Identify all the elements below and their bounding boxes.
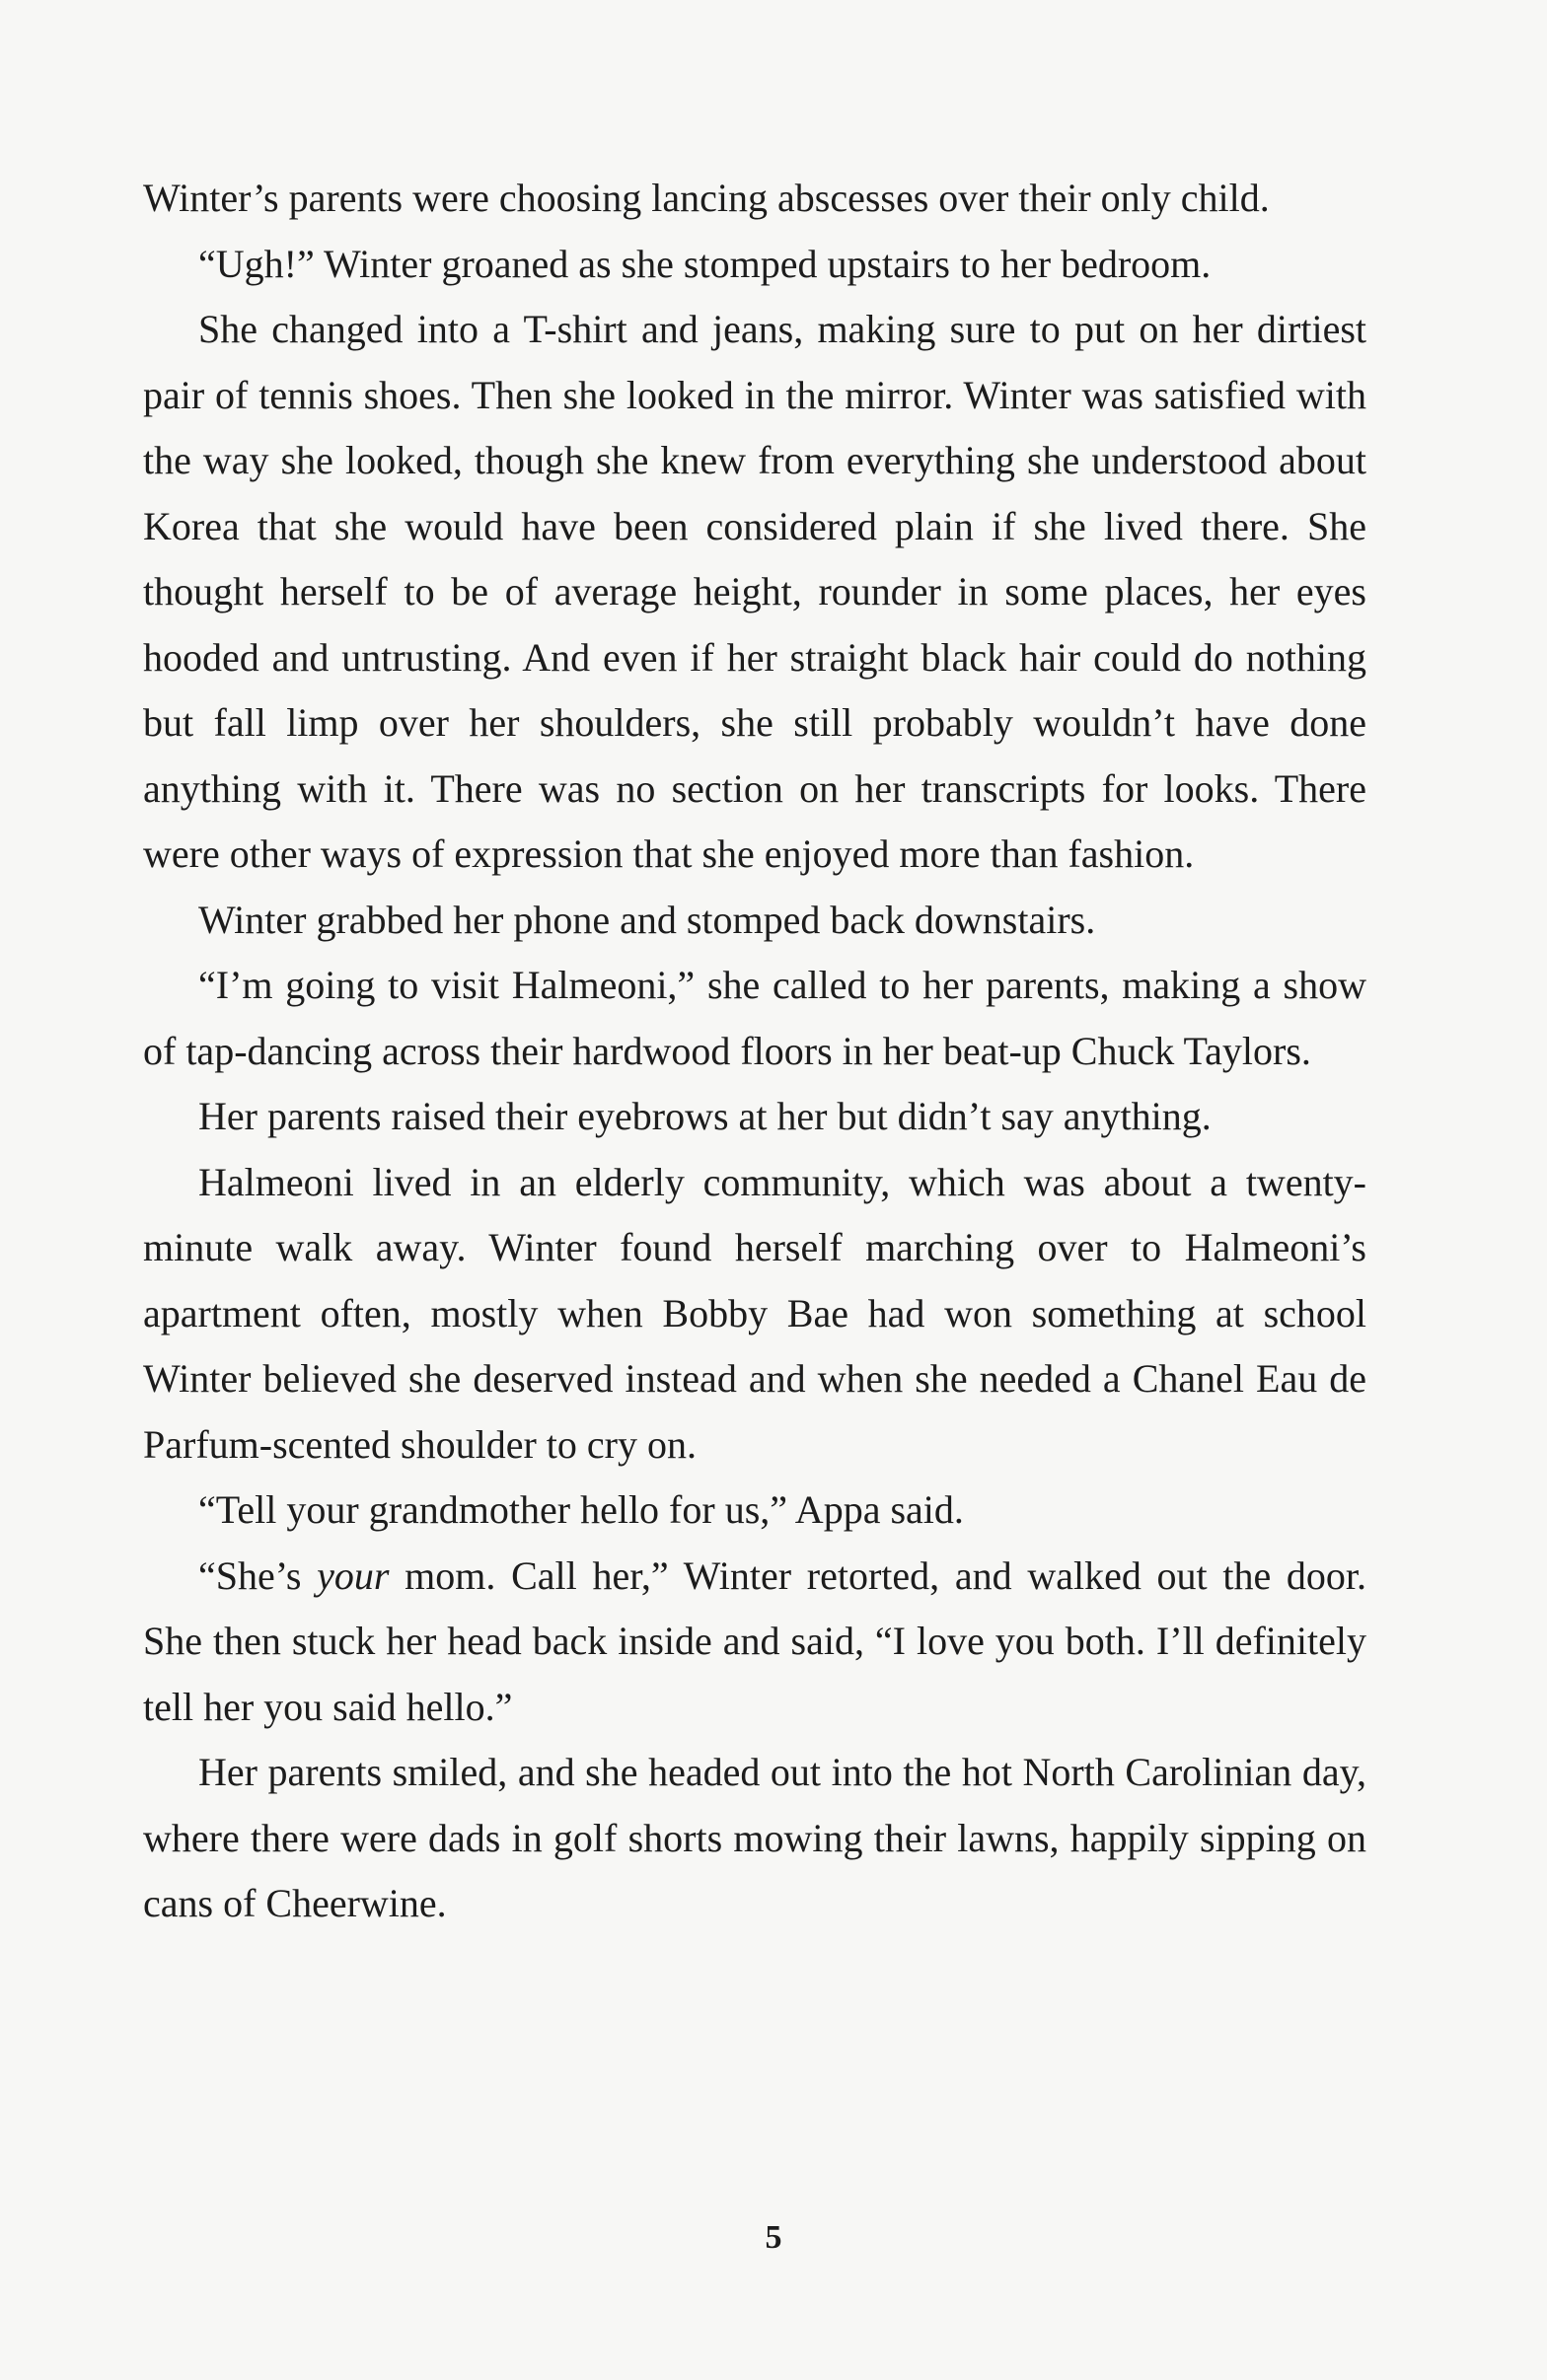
- page-text: [143, 166, 1366, 1937]
- paragraph-10: Her parents smiled, and she headed out into the hot North Carolinian day, where there were dads in golf shorts mowing their lawns, happily sipping on cans of Cheerwine.: [143, 1750, 1366, 1925]
- paragraph-5: “I’m going to visit Halmeoni,” she called to her parents, making a show of tap-dancing across their hardwood floors in her beat-up Chuck Taylors.: [143, 963, 1366, 1073]
- paragraph-6: Her parents raised their eyebrows at her but didn’t say anything.: [198, 1094, 1212, 1138]
- page-number: 5: [765, 2219, 782, 2256]
- paragraph-1: Winter’s parents were choosing lancing abscesses over their only child.: [143, 176, 1270, 220]
- paragraph-9-start: “She’s: [198, 1552, 318, 1598]
- paragraph-9-emphasis: your: [317, 1552, 390, 1598]
- paragraph-3: She changed into a T-shirt and jeans, making sure to put on her dirtiest pair of tennis shoes. Then she looked in the mirror. Winter was satisfied with the way she looked, though she knew from everything she understood about Korea that she would have been considered plain if she lived there. She thought herself to be of average height, rounder in some places, her eyes hooded and untrusting. And even if her straight black hair could do nothing but fall limp over her shoulders, she still probably wouldn’t have done anything with it. There was no section on her transcripts for looks. There were other ways of expression that she enjoyed more than fashion.: [143, 307, 1366, 876]
- paragraph-4: Winter grabbed her phone and stomped back downstairs.: [198, 897, 1096, 942]
- paragraph-2: “Ugh!” Winter groaned as she stomped upstairs to her bedroom.: [198, 241, 1212, 286]
- paragraph-9: [143, 1544, 1366, 1741]
- paragraph-7: Halmeoni lived in an elderly community, which was about a twenty-minute walk away. Winter found herself marching over to Halmeoni’s apartment often, mostly when Bobby Bae had won something at school Winter believed she deserved instead and when she needed a Chanel Eau de Parfum-scented shoulder to cry on.: [143, 1159, 1366, 1467]
- paragraph-9-end: mom. Call her,” Winter retorted, and walked out the door. She then stuck her head back inside and said, “I love you both. I’ll definitely tell her you said hello.”: [143, 1552, 1367, 1729]
- paragraph-8: “Tell your grandmother hello for us,” Appa said.: [198, 1487, 964, 1532]
